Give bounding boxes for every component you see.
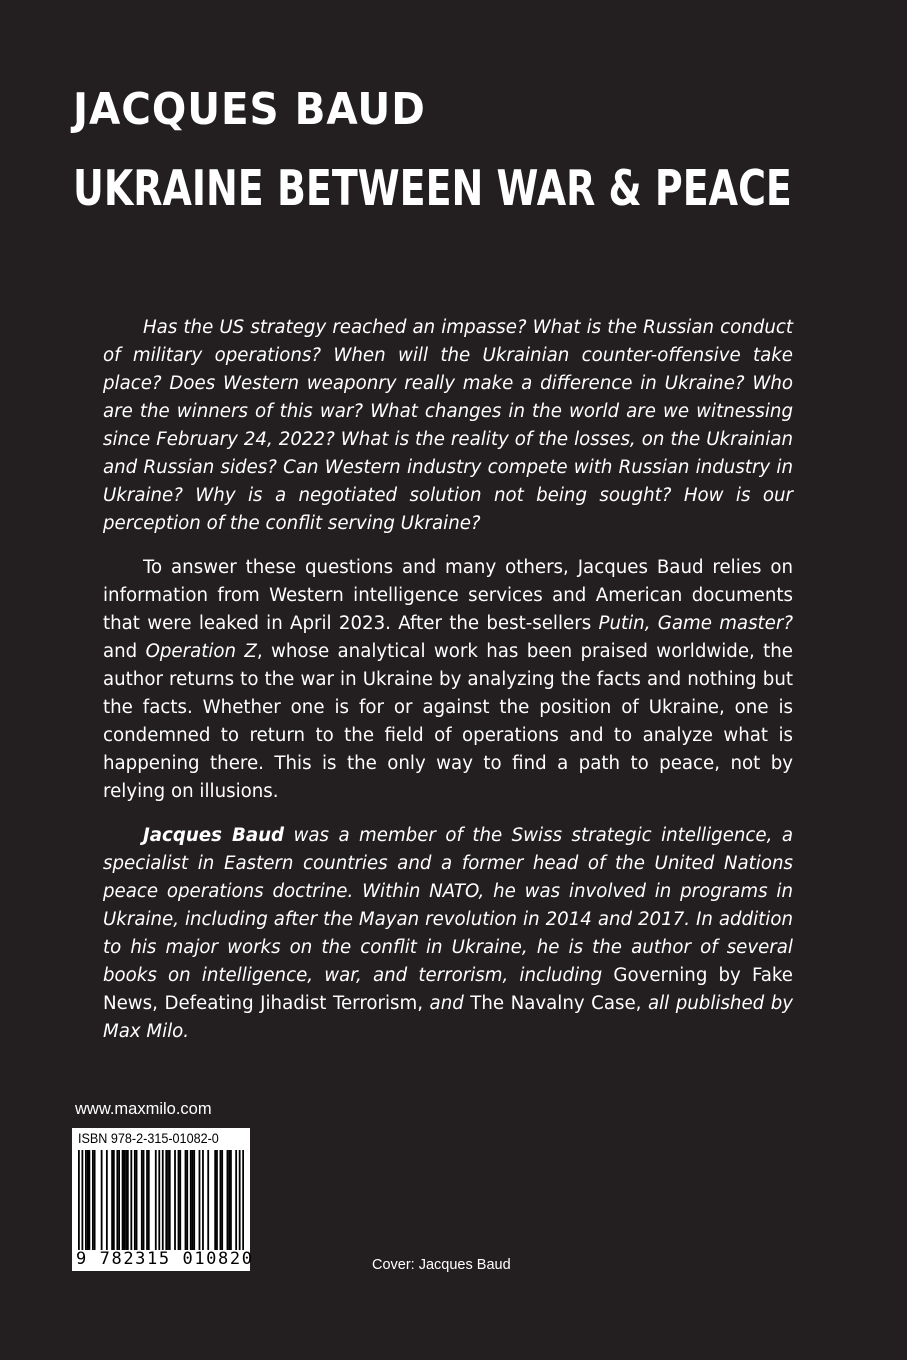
barcode-bar — [134, 1150, 136, 1250]
barcode-bar — [94, 1150, 96, 1250]
barcode-bar — [87, 1150, 89, 1250]
blurb-questions-paragraph: Has the US strategy reached an impasse? What is the Russian conduct of military operations? When will the Ukrainian counter-offensive take place? Does Western weaponry really make a difference in Ukraine? Who are the winners of this war? What changes in the world are we witnessing since February 24, 2022? What is the reality of the losses, on the Ukrainian and Russian sides? Can Western industry compete with Russian industry in Ukraine? Why is a negotiated solution not being sought? How is our perception of the conflit serving Ukraine? — [103, 317, 793, 534]
barcode-bar — [85, 1150, 87, 1250]
barcode-bar — [235, 1150, 237, 1250]
barcode-bar — [92, 1150, 94, 1250]
barcode-bar — [167, 1150, 169, 1250]
barcode-bar — [216, 1150, 218, 1250]
barcode-bar — [141, 1150, 143, 1250]
barcode-bar — [242, 1150, 244, 1250]
book-title: UKRAINE BETWEEN WAR & PEACE — [73, 160, 792, 217]
barcode-bar — [143, 1150, 145, 1250]
barcode-bar — [125, 1150, 127, 1250]
answer-text-3: , whose analytical work has been praised worldwide, the author returns to the war in Ukraine by analyzing the facts and nothing but the facts. Whether one is for or against the position of Ukraine, one is condemned to return to the field of operations and to analyze what is happening there. This is the only way to find a path to peace, not by relying on illusions. — [103, 641, 793, 802]
isbn-number: ISBN 978-2-315-01082-0 — [78, 1130, 219, 1146]
ean-digits: 9 782315 010820 — [76, 1249, 254, 1269]
bio-book-titles: Governing by Fake News, Defeating Jihadist Terrorism, — [103, 965, 793, 1014]
barcode-bar — [113, 1150, 115, 1250]
barcode-bar — [239, 1150, 241, 1250]
bio-and: and — [423, 993, 471, 1014]
barcode-bar — [169, 1150, 171, 1250]
barcode-bar — [207, 1150, 209, 1250]
barcode-bar — [185, 1150, 187, 1250]
bio-author-name: Jacques Baud — [143, 825, 285, 846]
barcode-bar — [130, 1150, 132, 1250]
barcode-bar — [81, 1150, 83, 1250]
barcode-bar — [123, 1150, 125, 1250]
barcode-bar — [162, 1150, 164, 1250]
author-bio-paragraph — [103, 822, 793, 1046]
publisher-website: www.maxmilo.com — [75, 1100, 212, 1118]
barcode-bar — [116, 1150, 118, 1250]
barcode-bar — [221, 1150, 223, 1250]
barcode-bar — [193, 1150, 195, 1250]
barcode-bar — [106, 1150, 108, 1250]
barcode-bar — [178, 1150, 180, 1250]
barcode-bar — [101, 1150, 103, 1250]
barcode-bar — [127, 1150, 129, 1250]
barcode-bar — [186, 1150, 188, 1250]
barcode-bar — [148, 1150, 150, 1250]
book-title-operation-z: Operation Z — [145, 641, 257, 662]
barcode-bar — [118, 1150, 120, 1250]
barcode-bar — [228, 1150, 230, 1250]
barcode — [72, 1128, 254, 1271]
barcode-bar — [202, 1150, 204, 1250]
barcode-bar — [165, 1150, 167, 1250]
barcode-bar — [146, 1150, 148, 1250]
barcode-bars — [78, 1150, 244, 1250]
barcode-bar — [199, 1150, 201, 1250]
barcode-bar — [111, 1150, 113, 1250]
barcode-bar — [227, 1150, 229, 1250]
cover-credit: Cover: Jacques Baud — [372, 1257, 511, 1273]
answer-text-2: and — [103, 641, 146, 662]
bio-text-1: was a member of the Swiss strategic intelligence, a specialist in Eastern countries and a former head of the United Nations peace operations doctrine. Within NATO, he was involved in programs in Ukraine, including after the Mayan revolution in 2014 and 2017. In addition to his major works on the conflit in Ukraine, he is the author of several books on intelligence, war, and terrorism, including — [103, 825, 793, 986]
author-name: JACQUES BAUD — [73, 84, 426, 135]
bio-book-navalny: The Navalny Case, — [470, 993, 642, 1014]
barcode-bar — [220, 1150, 222, 1250]
barcode-bar — [192, 1150, 194, 1250]
barcode-bar — [88, 1150, 90, 1250]
barcode-bar — [230, 1150, 232, 1250]
bio-text-2: all published by Max Milo. — [103, 993, 793, 1042]
barcode-bar — [190, 1150, 192, 1250]
barcode-bar — [122, 1150, 124, 1250]
barcode-bar — [155, 1150, 157, 1250]
barcode-bar — [78, 1150, 80, 1250]
barcode-bar — [179, 1150, 181, 1250]
blurb-answer-paragraph — [103, 554, 793, 806]
barcode-bar — [174, 1150, 176, 1250]
barcode-bar — [214, 1150, 216, 1250]
barcode-bar — [136, 1150, 138, 1250]
barcode-bar — [158, 1150, 160, 1250]
answer-text-1: To answer these questions and many others, Jacques Baud relies on information from Western intelligence services and American documents that were leaked in April 2023. After the best-sellers — [103, 557, 793, 634]
book-title-putin: Putin, Game master? — [598, 613, 793, 634]
